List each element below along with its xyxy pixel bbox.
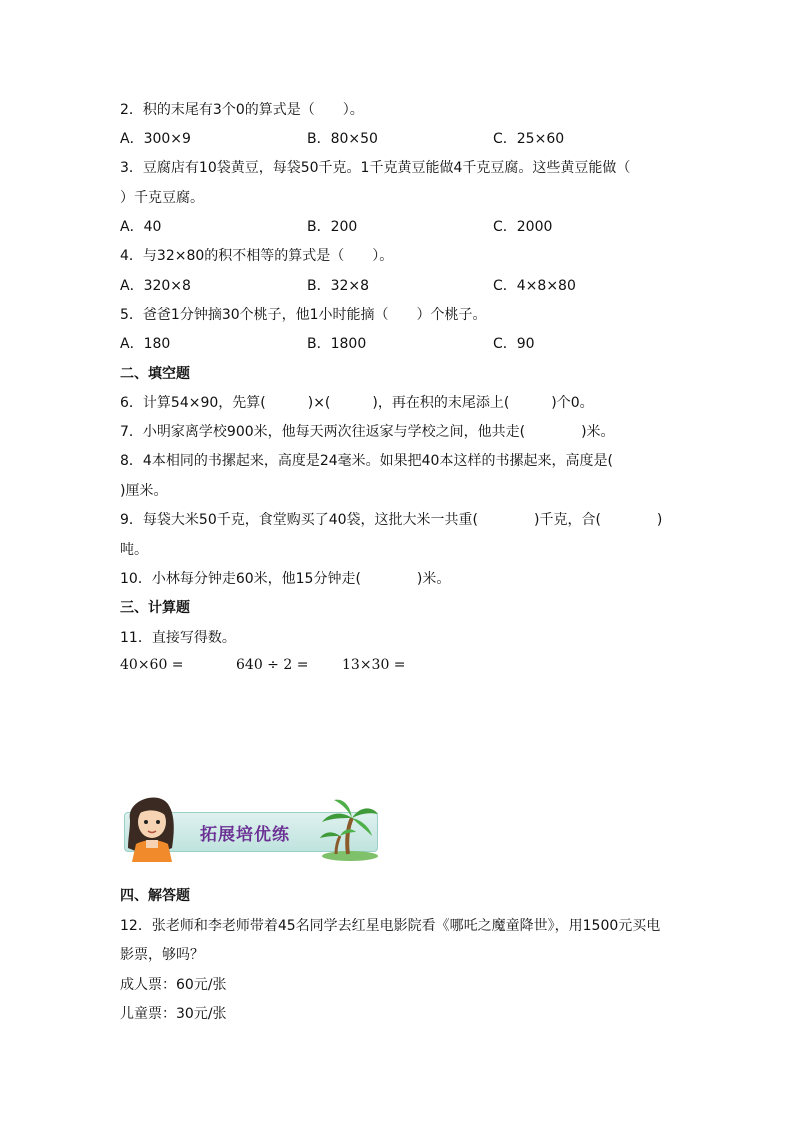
section-4-title: 四、解答题 <box>120 888 190 904</box>
question-3-stem-line2: ）千克豆腐。 <box>120 190 204 206</box>
question-4-option-a: A．320×8 <box>120 278 191 294</box>
question-3-option-c: C．2000 <box>493 219 553 235</box>
question-12-line2: 影票，够吗？ <box>120 947 204 963</box>
palm-tree-icon <box>314 796 380 862</box>
question-3-option-a: A．40 <box>120 219 162 235</box>
question-4-option-b: B．32×8 <box>307 278 370 294</box>
question-9-line1: 9．每袋大米50千克，食堂购买了40袋，这批大米一共重( )千克，合( ) <box>120 512 663 528</box>
question-9-line2: 吨。 <box>120 542 148 558</box>
question-11: 11．直接写得数。 <box>120 630 236 646</box>
calc-item-3: 13×30 = <box>342 657 406 673</box>
question-4-option-c: C．4×8×80 <box>493 278 576 294</box>
question-2-option-c: C．25×60 <box>493 131 565 147</box>
extension-practice-banner <box>118 790 380 862</box>
question-6: 6．计算54×90，先算( )×( )，再在积的末尾添上( )个0。 <box>120 395 594 411</box>
question-5-option-a: A．180 <box>120 336 171 352</box>
adult-ticket-price: 成人票：60元/张 <box>120 977 227 993</box>
girl-illustration-icon <box>118 790 186 862</box>
question-4-stem: 4．与32×80的积不相等的算式是（ ）。 <box>120 248 394 264</box>
calc-item-1: 40×60 = <box>120 657 184 673</box>
question-8-line2: )厘米。 <box>120 483 168 499</box>
question-10: 10．小林每分钟走60米，他15分钟走( )米。 <box>120 571 451 587</box>
banner-title: 拓展培优练 <box>200 825 290 845</box>
question-2-option-b: B．80×50 <box>307 131 378 147</box>
question-3-option-b: B．200 <box>307 219 358 235</box>
question-7: 7．小明家离学校900米，他每天两次往返家与学校之间，他共走( )米。 <box>120 424 615 440</box>
question-2-option-a: A．300×9 <box>120 131 191 147</box>
question-12-line1: 12．张老师和李老师带着45名同学去红星电影院看《哪吒之魔童降世》，用1500元买电 <box>120 918 661 934</box>
child-ticket-price: 儿童票：30元/张 <box>120 1006 227 1022</box>
question-3-stem-line1: 3．豆腐店有10袋黄豆，每袋50千克。1千克黄豆能做4千克豆腐。这些黄豆能做（ <box>120 160 631 176</box>
section-3-title: 三、计算题 <box>120 600 190 616</box>
question-8-line1: 8．4本相同的书摞起来，高度是24毫米。如果把40本这样的书摞起来，高度是( <box>120 453 613 469</box>
section-2-title: 二、填空题 <box>120 366 190 382</box>
question-5-option-b: B．1800 <box>307 336 367 352</box>
question-5-stem: 5．爸爸1分钟摘30个桃子，他1小时能摘（ ）个桃子。 <box>120 307 487 323</box>
question-5-option-c: C．90 <box>493 336 535 352</box>
calc-item-2: 640 ÷ 2 = <box>236 657 309 673</box>
question-2-stem: 2．积的末尾有3个0的算式是（ ）。 <box>120 102 364 118</box>
